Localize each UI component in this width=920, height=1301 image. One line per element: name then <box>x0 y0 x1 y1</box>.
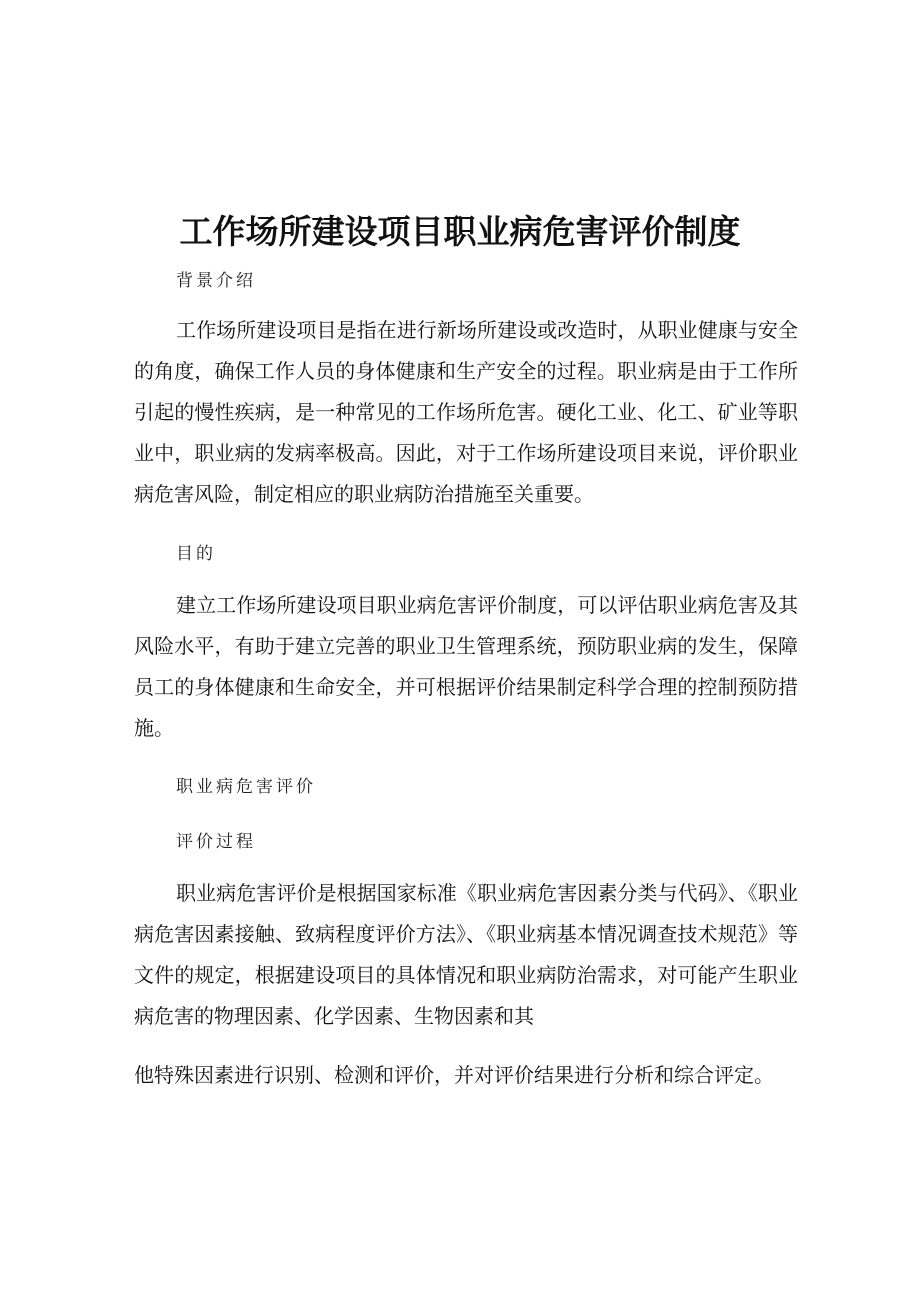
document-title: 工作场所建设项目职业病危害评价制度 <box>179 212 741 251</box>
section-heading-background: 背景介绍 <box>176 271 256 291</box>
paragraph-process-part2: 他特殊因素进行识别、检测和评价，并对评价结果进行分析和综合评定。 <box>134 1063 774 1087</box>
paragraph-purpose: 建立工作场所建设项目职业病危害评价制度，可以评估职业病危害及其风险水平，有助于建立完善的职业卫生管理系统，预防职业病的发生，保障员工的身体健康和生命安全，并可根据评价结果制定科学合理的控制预防措施。 <box>134 593 798 740</box>
section-heading-purpose: 目的 <box>176 544 216 564</box>
paragraph-process-part1: 职业病危害评价是根据国家标准《职业病危害因素分类与代码》、《职业病危害因素接触、致病程度评价方法》、《职业病基本情况调查技术规范》等文件的规定，根据建设项目的具体情况和职业病防治需求，对可能产生职业病危害的物理因素、化学因素、生物因素和其 <box>134 881 798 1028</box>
section-heading-process: 评价过程 <box>176 832 256 852</box>
section-heading-assessment: 职业病危害评价 <box>176 777 316 797</box>
paragraph-background: 工作场所建设项目是指在进行新场所建设或改造时，从职业健康与安全的角度，确保工作人员的身体健康和生产安全的过程。职业病是由于工作所引起的慢性疾病，是一种常见的工作场所危害。硬化工业、化工、矿业等职业中，职业病的发病率极高。因此，对于工作场所建设项目来说，评价职业病危害风险，制定相应的职业病防治措施至关重要。 <box>134 318 798 506</box>
